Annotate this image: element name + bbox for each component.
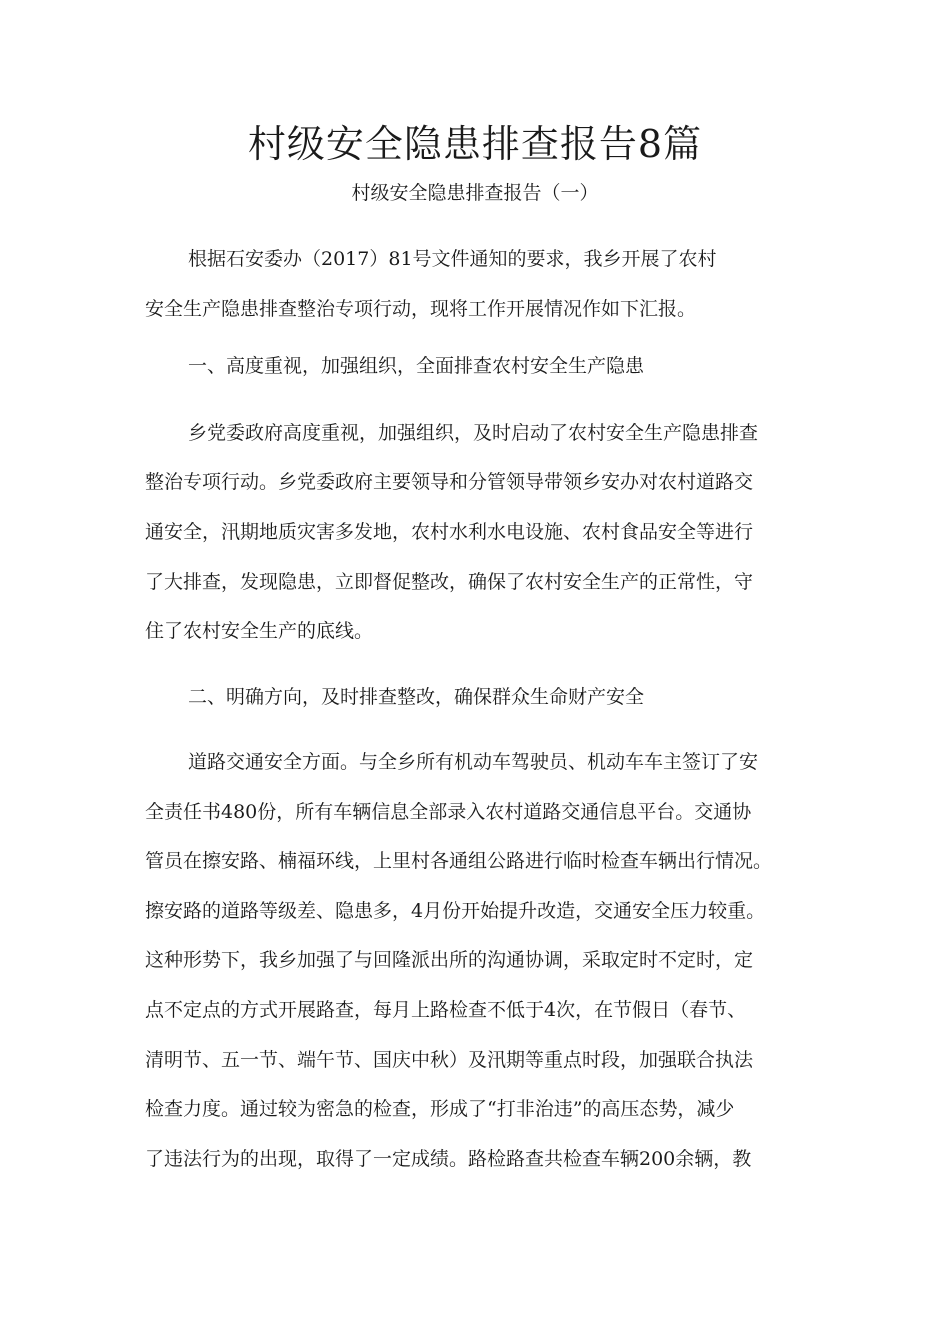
paragraph-2-line-4: 了大排查，发现隐患，立即督促整改，确保了农村安全生产的正常性，守 xyxy=(145,571,754,593)
paragraph-3-line-9: 了违法行为的出现，取得了一定成绩。路检路查共检查车辆200余辆，教 xyxy=(145,1148,752,1170)
paragraph-3-line-2: 全责任书480份，所有车辆信息全部录入农村道路交通信息平台。交通协 xyxy=(145,801,752,823)
paragraph-3-line-3: 管员在擦安路、楠福环线，上里村各通组公路进行临时检查车辆出行情况。 xyxy=(145,850,773,872)
paragraph-2-line-5: 住了农村安全生产的底线。 xyxy=(145,620,374,642)
paragraph-1-line-2: 安全生产隐患排查整治专项行动，现将工作开展情况作如下汇报。 xyxy=(145,298,697,320)
paragraph-2-line-1: 乡党委政府高度重视，加强组织，及时启动了农村安全生产隐患排查 xyxy=(188,422,759,444)
document-subtitle: 村级安全隐患排查报告（一） xyxy=(351,182,599,204)
section-heading-2: 二、明确方向，及时排查整改，确保群众生命财产安全 xyxy=(188,686,645,708)
paragraph-1-line-1: 根据石安委办（2017）81号文件通知的要求，我乡开展了农村 xyxy=(188,248,717,270)
paragraph-3-line-7: 清明节、五一节、端午节、国庆中秋）及汛期等重点时段，加强联合执法 xyxy=(145,1049,754,1071)
paragraph-3-line-6: 点不定点的方式开展路查，每月上路检查不低于4次，在节假日（春节、 xyxy=(145,999,747,1021)
paragraph-2-line-3: 通安全，汛期地质灾害多发地，农村水利水电设施、农村食品安全等进行 xyxy=(145,521,754,543)
paragraph-3-line-1: 道路交通安全方面。与全乡所有机动车驾驶员、机动车车主签订了安 xyxy=(188,751,759,773)
paragraph-3-line-5: 这种形势下，我乡加强了与回隆派出所的沟通协调，采取定时不定时，定 xyxy=(145,949,754,971)
document-title: 村级安全隐患排查报告8篇 xyxy=(247,122,703,166)
paragraph-3-line-4: 擦安路的道路等级差、隐患多，4月份开始提升改造，交通安全压力较重。 xyxy=(145,900,766,922)
paragraph-3-line-8: 检查力度。通过较为密急的检查，形成了“打非治违”的高压态势，减少 xyxy=(145,1098,735,1120)
paragraph-2-line-2: 整治专项行动。乡党委政府主要领导和分管领导带领乡安办对农村道路交 xyxy=(145,471,754,493)
section-heading-1: 一、高度重视，加强组织，全面排查农村安全生产隐患 xyxy=(188,355,645,377)
